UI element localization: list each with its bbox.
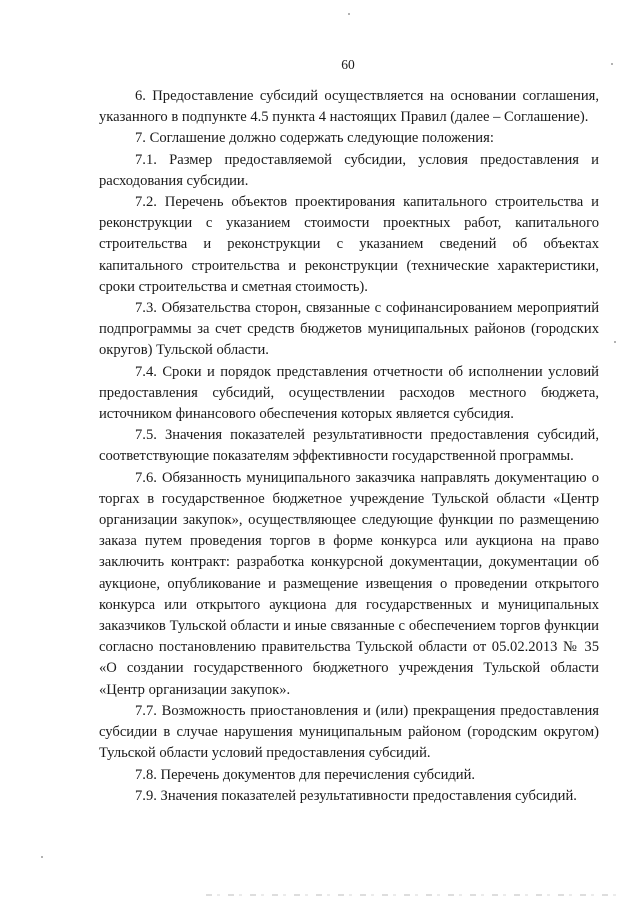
- page-number: 60: [341, 57, 355, 72]
- paragraph-7-6: 7.6. Обязанность муниципального заказчика направлять документацию о торгах в государственное бюджетное учреждение Тульской области «Центр организации закупок», осуществляющее следующие функции по размещению заказа путем проведения торгов в форме конкурса или аукциона на право заключить контракт: разработка конкурсной документации, документации об аукционе, опубликование и размещение извещения о проведении открытого конкурса или открытого аукциона для государственных и муниципальных заказчиков Тульской области и иные связанные с обеспечением торгов функции согласно постановлению правительства Тульской области от 05.02.2013 № 35 «О создании государственного бюджетного учреждения Тульской области «Центр организации закупок».: [99, 469, 599, 698]
- paragraph-7-2: 7.2. Перечень объектов проектирования капитального строительства и реконструкции с указанием стоимости проектных работ, капитального строительства и реконструкции с указанием сведений об объектах капитального строительства и реконструкции (технические характеристики, сроки строительства и сметная стоимость).: [99, 194, 599, 295]
- paragraph-7-8: 7.8. Перечень документов для перечисления субсидий.: [135, 766, 476, 783]
- scan-speck: [614, 341, 616, 343]
- paragraph-7-1: 7.1. Размер предоставляемой субсидии, условия предоставления и расходования субсидии.: [99, 151, 599, 189]
- paragraph-6: 6. Предоставление субсидий осуществляется на основании соглашения, указанного в подпункте 4.5 пункта 4 настоящих Правил (далее – Соглашение).: [99, 88, 599, 126]
- scan-speck: [41, 856, 43, 858]
- paragraph-7-5: 7.5. Значения показателей результативности предоставления субсидий, соответствующие показателям эффективности государственной программы.: [99, 427, 599, 465]
- document-body: [99, 86, 599, 807]
- paragraph-7-3: 7.3. Обязательства сторон, связанные с софинансированием мероприятий подпрограммы за счет средств бюджетов муниципальных районов (городских округов) Тульской области.: [99, 300, 599, 359]
- scan-speck: [611, 63, 613, 65]
- paragraph-7-9: 7.9. Значения показателей результативности предоставления субсидий.: [135, 787, 577, 804]
- paragraph-7: 7. Соглашение должно содержать следующие положения:: [135, 130, 494, 147]
- paragraph-7-4: 7.4. Сроки и порядок представления отчетности об исполнении условий предоставления субсидий, осуществлении расходов местного бюджета, источником финансового обеспечения которых является субсидия.: [99, 363, 599, 423]
- scan-bottom-edge: [206, 894, 616, 896]
- scan-speck: [348, 13, 350, 15]
- paragraph-7-7: 7.7. Возможность приостановления и (или) прекращения предоставления субсидии в случае нарушения муниципальным районом (городским округом) Тульской области условий предоставления субсидий.: [99, 702, 599, 762]
